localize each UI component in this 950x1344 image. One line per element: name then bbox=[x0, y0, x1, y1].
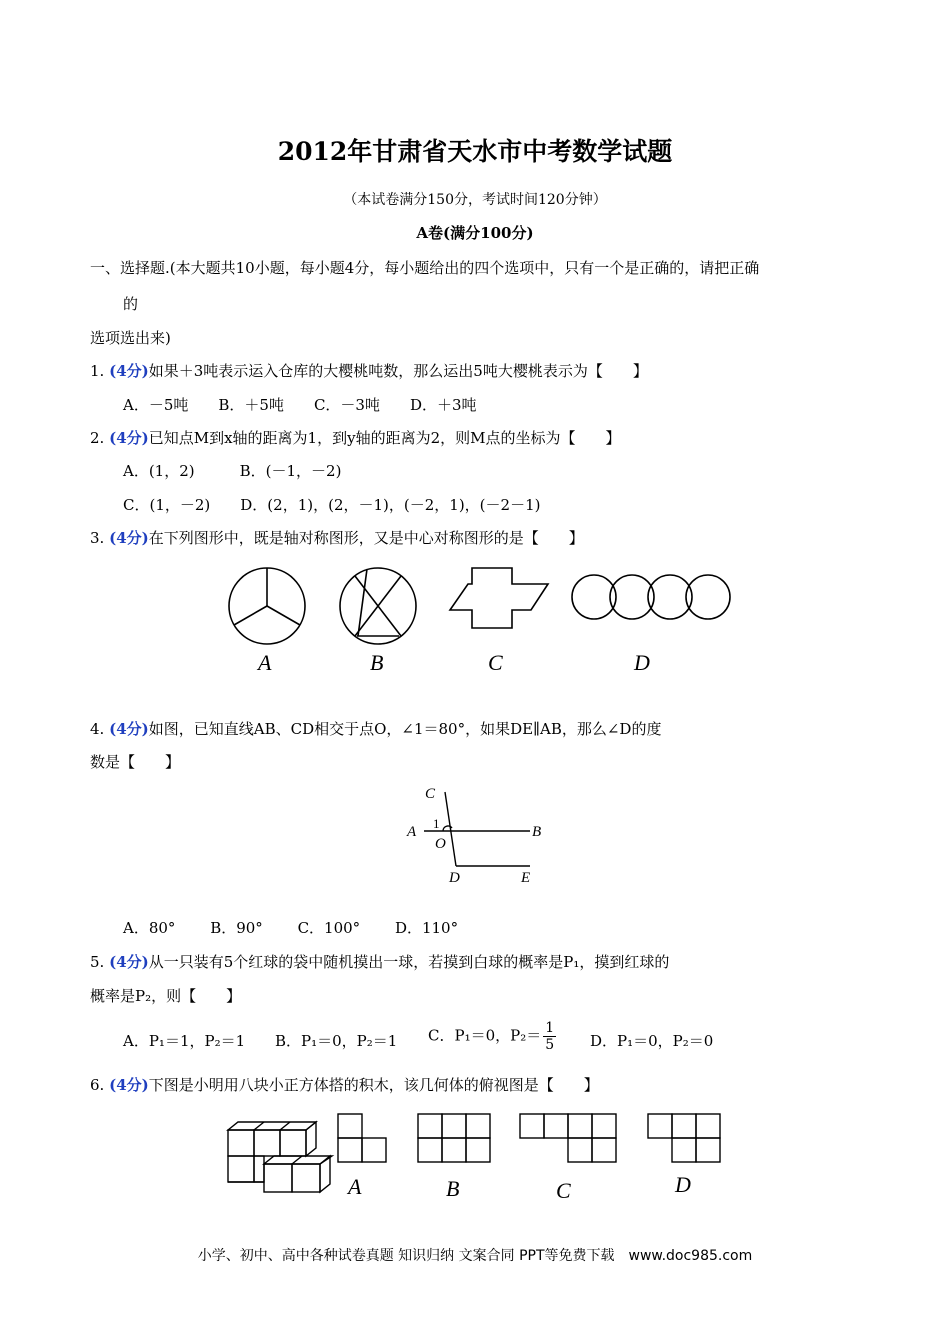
question-5-option-a: A．P₁＝1，P₂＝1 bbox=[123, 1032, 246, 1050]
question-number: 2. bbox=[90, 429, 105, 447]
question-3 bbox=[90, 527, 584, 548]
question-text: 如果＋3吨表示运入仓库的大樱桃吨数，那么运出5吨大樱桃表示为【 】 bbox=[148, 362, 648, 380]
section1-line3: 选项选出来) bbox=[90, 329, 171, 347]
top-view-d bbox=[648, 1114, 720, 1162]
question-5-option-d: D．P₁＝0，P₂＝0 bbox=[590, 1032, 714, 1050]
block-structure-isometric bbox=[228, 1122, 332, 1192]
question-1 bbox=[90, 360, 648, 381]
figure-label-a: A bbox=[348, 1174, 362, 1199]
figure-d-four-circles bbox=[572, 575, 730, 619]
question-number: 4. bbox=[90, 720, 105, 738]
figure-label-c: C bbox=[556, 1178, 571, 1203]
question-number: 5. bbox=[90, 953, 105, 971]
points-badge: (4分) bbox=[109, 362, 149, 380]
points-badge: (4分) bbox=[109, 429, 149, 447]
question-text: 下图是小明用八块小正方体搭的积木，该几何体的俯视图是【 】 bbox=[148, 1076, 599, 1094]
figure-label-d: D bbox=[675, 1172, 691, 1197]
top-view-b bbox=[418, 1114, 490, 1162]
question-3-figures bbox=[220, 558, 740, 683]
point-label-o: O bbox=[435, 836, 446, 852]
question-6 bbox=[90, 1074, 599, 1095]
top-view-c bbox=[520, 1114, 616, 1162]
question-4-text-cont: 数是【 】 bbox=[90, 753, 181, 771]
fraction-one-fifth bbox=[543, 1020, 556, 1053]
figure-c-cross-parallelogram bbox=[450, 568, 548, 628]
point-label-e: E bbox=[521, 870, 531, 886]
question-4 bbox=[90, 718, 661, 739]
point-label-a: A bbox=[407, 824, 417, 840]
question-5-text-cont: 概率是P₂，则【 】 bbox=[90, 987, 242, 1005]
question-5 bbox=[90, 951, 669, 972]
question-2-options-line2: C．(1，－2) D．(2，1)，(2，－1)，(－2，1)，(－2－1) bbox=[123, 496, 541, 514]
part-a-heading: A卷(满分100分) bbox=[416, 224, 534, 242]
question-text: 如图，已知直线AB、CD相交于点O，∠1＝80°，如果DE∥AB，那么∠D的度 bbox=[148, 720, 662, 738]
footer-note: 小学、初中、高中各种试卷真题 知识归纳 文案合同 PPT等免费下载 www.doc985.com bbox=[197, 1248, 753, 1264]
points-badge: (4分) bbox=[109, 953, 149, 971]
exam-info: （本试卷满分150分，考试时间120分钟） bbox=[343, 192, 607, 208]
figure-label-b: B bbox=[370, 650, 384, 675]
fraction-numerator: 1 bbox=[545, 1020, 555, 1036]
question-1-options: A．－5吨 B．＋5吨 C．－3吨 D．＋3吨 bbox=[123, 396, 477, 414]
figure-b-circle-crossed-lines bbox=[340, 568, 416, 644]
point-label-c: C bbox=[425, 786, 436, 802]
question-5-option-b: B．P₁＝0，P₂＝1 bbox=[275, 1032, 398, 1050]
points-badge: (4分) bbox=[109, 1076, 149, 1094]
question-4-figure bbox=[400, 780, 550, 890]
section1-line1: 一、选择题.(本大题共10小题，每小题4分，每小题给出的四个选项中，只有一个是正确的，请把正确 bbox=[90, 259, 760, 277]
points-badge: (4分) bbox=[109, 529, 149, 547]
question-2-options-line1: A．(1，2) B．(－1，－2) bbox=[123, 462, 342, 480]
question-text: 从一只装有5个红球的袋中随机摸出一球，若摸到白球的概率是P₁，摸到红球的 bbox=[148, 953, 670, 971]
figure-label-d: D bbox=[634, 650, 650, 675]
point-label-b: B bbox=[532, 824, 542, 840]
section1-line2: 的 bbox=[123, 295, 139, 313]
figure-label-a: A bbox=[258, 650, 272, 675]
figure-a-circle-three-sectors bbox=[229, 568, 305, 644]
question-number: 6. bbox=[90, 1076, 105, 1094]
question-5-option-c bbox=[428, 1020, 556, 1053]
question-number: 1. bbox=[90, 362, 105, 380]
figure-label-c: C bbox=[488, 650, 503, 675]
question-text: 已知点M到x轴的距离为1，到y轴的距离为2，则M点的坐标为【 】 bbox=[148, 429, 621, 447]
question-6-figures bbox=[220, 1108, 730, 1208]
figure-label-b: B bbox=[446, 1176, 460, 1201]
point-label-d: D bbox=[449, 870, 460, 886]
top-view-a bbox=[338, 1114, 386, 1162]
option-c-text: C．P₁＝0，P₂＝ bbox=[428, 1026, 542, 1045]
points-badge: (4分) bbox=[109, 720, 149, 738]
page-title: 2012年甘肃省天水市中考数学试题 bbox=[277, 137, 673, 166]
question-4-options: A．80° B．90° C．100° D．110° bbox=[123, 919, 459, 937]
question-text: 在下列图形中，既是轴对称图形，又是中心对称图形的是【 】 bbox=[148, 529, 584, 547]
question-2 bbox=[90, 427, 620, 448]
question-number: 3. bbox=[90, 529, 105, 547]
fraction-denominator: 5 bbox=[545, 1037, 555, 1053]
angle-label-1: 1 bbox=[433, 816, 440, 831]
